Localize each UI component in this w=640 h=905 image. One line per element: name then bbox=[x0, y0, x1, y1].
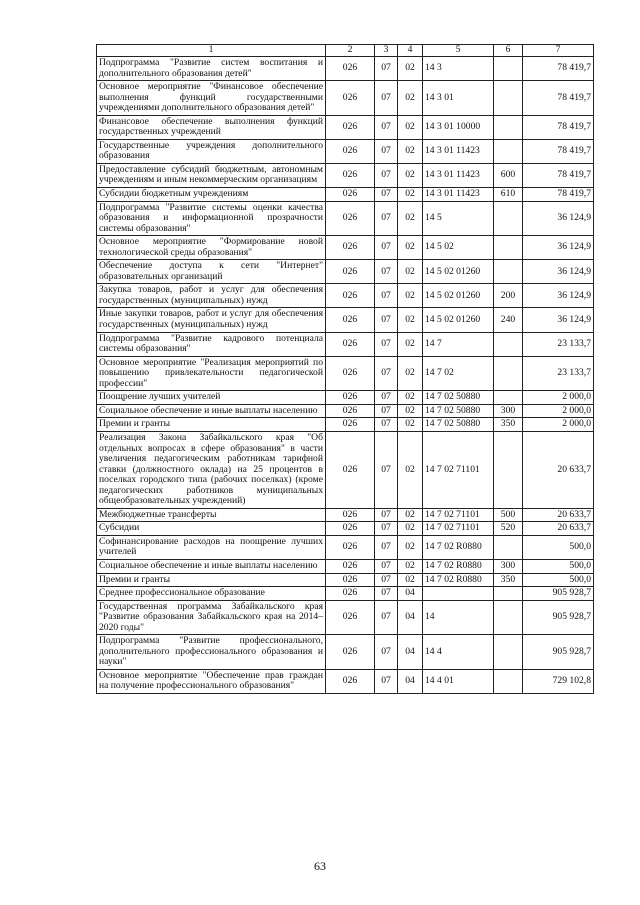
table-row bbox=[97, 587, 594, 601]
row-expense-type-cell bbox=[494, 81, 523, 116]
header-cell: 2 bbox=[326, 45, 375, 57]
row-expense-type-cell bbox=[494, 391, 523, 405]
row-name-cell: Социальное обеспечение и иные выплаты населению bbox=[97, 404, 326, 418]
row-expense-type-cell: 500 bbox=[494, 508, 523, 522]
row-section-cell: 07 bbox=[375, 431, 398, 508]
row-target-article-cell: 14 7 02 bbox=[423, 356, 494, 391]
row-subsection-cell: 02 bbox=[398, 57, 423, 81]
row-name-cell: Софинансирование расходов на поощрение лучших учителей bbox=[97, 535, 326, 559]
page-number: 63 bbox=[314, 859, 326, 873]
row-grbs-cell: 026 bbox=[326, 139, 375, 163]
row-name-cell: Реализация Закона Забайкальского края "Об отдельных вопросах в сфере образования" в части увеличения педагогическим работникам тарифной ставки (должностного оклада) на 25 процентов в поселках городского типа (рабочих поселках) (кроме педагогических работников муниципальных общеобразовательных учреждений) bbox=[97, 431, 326, 508]
row-target-article-cell: 14 3 01 11423 bbox=[423, 163, 494, 187]
row-grbs-cell: 026 bbox=[326, 284, 375, 308]
row-section-cell: 07 bbox=[375, 308, 398, 332]
table-row bbox=[97, 573, 594, 587]
row-name-cell: Социальное обеспечение и иные выплаты населению bbox=[97, 559, 326, 573]
table-row bbox=[97, 522, 594, 536]
row-subsection-cell: 04 bbox=[398, 669, 423, 693]
row-section-cell: 07 bbox=[375, 418, 398, 432]
row-amount-cell: 2 000,0 bbox=[523, 404, 594, 418]
row-expense-type-cell bbox=[494, 139, 523, 163]
row-name-cell: Субсидии бюджетным учреждениям bbox=[97, 188, 326, 202]
row-section-cell: 07 bbox=[375, 587, 398, 601]
row-expense-type-cell: 200 bbox=[494, 284, 523, 308]
row-section-cell: 07 bbox=[375, 573, 398, 587]
row-name-cell: Финансовое обеспечение выполнения функций государственных учреждений bbox=[97, 115, 326, 139]
row-grbs-cell: 026 bbox=[326, 356, 375, 391]
row-grbs-cell: 026 bbox=[326, 559, 375, 573]
row-section-cell: 07 bbox=[375, 57, 398, 81]
row-amount-cell: 905 928,7 bbox=[523, 587, 594, 601]
row-name-cell: Премии и гранты bbox=[97, 573, 326, 587]
table-header-row bbox=[97, 45, 594, 57]
row-name-cell: Подпрограмма "Развитие профессионального, дополнительного профессионального образования и науки" bbox=[97, 635, 326, 670]
row-name-cell: Предоставление субсидий бюджетным, автономным учреждениям и иным некоммерческим организациям bbox=[97, 163, 326, 187]
table-row bbox=[97, 163, 594, 187]
row-subsection-cell: 02 bbox=[398, 308, 423, 332]
row-subsection-cell: 02 bbox=[398, 356, 423, 391]
row-expense-type-cell bbox=[494, 669, 523, 693]
row-target-article-cell: 14 4 01 bbox=[423, 669, 494, 693]
table-row bbox=[97, 236, 594, 260]
row-amount-cell: 36 124,9 bbox=[523, 236, 594, 260]
row-target-article-cell: 14 4 bbox=[423, 635, 494, 670]
row-grbs-cell: 026 bbox=[326, 308, 375, 332]
row-amount-cell: 36 124,9 bbox=[523, 260, 594, 284]
table-row bbox=[97, 600, 594, 635]
table-row bbox=[97, 260, 594, 284]
row-subsection-cell: 02 bbox=[398, 535, 423, 559]
header-cell: 7 bbox=[523, 45, 594, 57]
row-target-article-cell: 14 7 02 50880 bbox=[423, 391, 494, 405]
row-grbs-cell: 026 bbox=[326, 635, 375, 670]
row-section-cell: 07 bbox=[375, 284, 398, 308]
row-name-cell: Подпрограмма "Развитие систем воспитания и дополнительного образования детей" bbox=[97, 57, 326, 81]
header-cell: 1 bbox=[97, 45, 326, 57]
row-amount-cell: 23 133,7 bbox=[523, 332, 594, 356]
row-section-cell: 07 bbox=[375, 391, 398, 405]
row-amount-cell: 36 124,9 bbox=[523, 201, 594, 236]
row-name-cell: Среднее профессиональное образование bbox=[97, 587, 326, 601]
row-grbs-cell: 026 bbox=[326, 57, 375, 81]
row-amount-cell: 78 419,7 bbox=[523, 81, 594, 116]
table-row bbox=[97, 418, 594, 432]
row-target-article-cell: 14 5 02 bbox=[423, 236, 494, 260]
row-expense-type-cell: 520 bbox=[494, 522, 523, 536]
row-section-cell: 07 bbox=[375, 139, 398, 163]
row-amount-cell: 20 633,7 bbox=[523, 522, 594, 536]
row-grbs-cell: 026 bbox=[326, 391, 375, 405]
row-subsection-cell: 02 bbox=[398, 115, 423, 139]
row-subsection-cell: 02 bbox=[398, 284, 423, 308]
row-name-cell: Межбюджетные трансферты bbox=[97, 508, 326, 522]
row-grbs-cell: 026 bbox=[326, 418, 375, 432]
table-row bbox=[97, 635, 594, 670]
row-grbs-cell: 026 bbox=[326, 587, 375, 601]
row-subsection-cell: 02 bbox=[398, 559, 423, 573]
row-grbs-cell: 026 bbox=[326, 535, 375, 559]
row-expense-type-cell: 300 bbox=[494, 404, 523, 418]
row-target-article-cell: 14 7 02 71101 bbox=[423, 508, 494, 522]
row-subsection-cell: 02 bbox=[398, 522, 423, 536]
row-amount-cell: 78 419,7 bbox=[523, 57, 594, 81]
row-target-article-cell: 14 7 02 71101 bbox=[423, 522, 494, 536]
row-grbs-cell: 026 bbox=[326, 522, 375, 536]
row-expense-type-cell bbox=[494, 356, 523, 391]
row-amount-cell: 23 133,7 bbox=[523, 356, 594, 391]
table-row bbox=[97, 535, 594, 559]
row-subsection-cell: 02 bbox=[398, 332, 423, 356]
row-target-article-cell: 14 3 01 10000 bbox=[423, 115, 494, 139]
row-target-article-cell: 14 5 02 01260 bbox=[423, 308, 494, 332]
row-amount-cell: 36 124,9 bbox=[523, 284, 594, 308]
row-target-article-cell bbox=[423, 587, 494, 601]
row-amount-cell: 78 419,7 bbox=[523, 139, 594, 163]
row-target-article-cell: 14 3 01 11423 bbox=[423, 139, 494, 163]
row-section-cell: 07 bbox=[375, 188, 398, 202]
row-amount-cell: 729 102,8 bbox=[523, 669, 594, 693]
row-subsection-cell: 04 bbox=[398, 587, 423, 601]
row-expense-type-cell bbox=[494, 57, 523, 81]
row-expense-type-cell bbox=[494, 332, 523, 356]
row-grbs-cell: 026 bbox=[326, 332, 375, 356]
row-name-cell: Основное мероприятие "Финансовое обеспечение выполнения функций государственными учреждениями дополнительного образования детей" bbox=[97, 81, 326, 116]
table-row bbox=[97, 508, 594, 522]
row-target-article-cell: 14 5 02 01260 bbox=[423, 284, 494, 308]
row-name-cell: Субсидии bbox=[97, 522, 326, 536]
row-section-cell: 07 bbox=[375, 635, 398, 670]
row-subsection-cell: 02 bbox=[398, 418, 423, 432]
row-grbs-cell: 026 bbox=[326, 573, 375, 587]
row-name-cell: Подпрограмма "Развитие системы оценки качества образования и информационной прозрачности системы образования" bbox=[97, 201, 326, 236]
row-subsection-cell: 02 bbox=[398, 573, 423, 587]
header-cell: 6 bbox=[494, 45, 523, 57]
row-name-cell: Обеспечение доступа к сети "Интернет" образовательных организаций bbox=[97, 260, 326, 284]
table-row bbox=[97, 391, 594, 405]
row-grbs-cell: 026 bbox=[326, 431, 375, 508]
row-section-cell: 07 bbox=[375, 163, 398, 187]
row-grbs-cell: 026 bbox=[326, 260, 375, 284]
row-name-cell: Подпрограмма "Развитие кадрового потенциала системы образования" bbox=[97, 332, 326, 356]
row-name-cell: Иные закупки товаров, работ и услуг для обеспечения государственных (муниципальных) нужд bbox=[97, 308, 326, 332]
row-section-cell: 07 bbox=[375, 404, 398, 418]
table-row bbox=[97, 669, 594, 693]
row-subsection-cell: 02 bbox=[398, 391, 423, 405]
row-subsection-cell: 04 bbox=[398, 635, 423, 670]
table-row bbox=[97, 81, 594, 116]
row-subsection-cell: 02 bbox=[398, 236, 423, 260]
row-expense-type-cell: 300 bbox=[494, 559, 523, 573]
row-section-cell: 07 bbox=[375, 201, 398, 236]
row-subsection-cell: 02 bbox=[398, 260, 423, 284]
table-row bbox=[97, 57, 594, 81]
row-amount-cell: 78 419,7 bbox=[523, 115, 594, 139]
row-name-cell: Основное мероприятие "Обеспечение прав граждан на получение профессионального образования" bbox=[97, 669, 326, 693]
row-name-cell: Закупка товаров, работ и услуг для обеспечения государственных (муниципальных) нужд bbox=[97, 284, 326, 308]
table-row bbox=[97, 431, 594, 508]
row-amount-cell: 905 928,7 bbox=[523, 600, 594, 635]
row-expense-type-cell bbox=[494, 431, 523, 508]
row-amount-cell: 36 124,9 bbox=[523, 308, 594, 332]
row-target-article-cell: 14 5 bbox=[423, 201, 494, 236]
row-grbs-cell: 026 bbox=[326, 508, 375, 522]
row-expense-type-cell bbox=[494, 260, 523, 284]
row-amount-cell: 2 000,0 bbox=[523, 391, 594, 405]
table-row bbox=[97, 559, 594, 573]
row-target-article-cell: 14 7 02 R0880 bbox=[423, 535, 494, 559]
table-row bbox=[97, 404, 594, 418]
row-expense-type-cell bbox=[494, 535, 523, 559]
row-section-cell: 07 bbox=[375, 260, 398, 284]
row-grbs-cell: 026 bbox=[326, 81, 375, 116]
row-expense-type-cell bbox=[494, 635, 523, 670]
row-target-article-cell: 14 7 02 R0880 bbox=[423, 559, 494, 573]
row-name-cell: Поощрение лучших учителей bbox=[97, 391, 326, 405]
row-expense-type-cell: 600 bbox=[494, 163, 523, 187]
header-cell: 4 bbox=[398, 45, 423, 57]
table-row bbox=[97, 332, 594, 356]
row-name-cell: Государственные учреждения дополнительного образования bbox=[97, 139, 326, 163]
row-section-cell: 07 bbox=[375, 508, 398, 522]
row-subsection-cell: 02 bbox=[398, 404, 423, 418]
row-target-article-cell: 14 3 01 bbox=[423, 81, 494, 116]
header-cell: 5 bbox=[423, 45, 494, 57]
row-expense-type-cell: 350 bbox=[494, 418, 523, 432]
row-subsection-cell: 04 bbox=[398, 600, 423, 635]
row-expense-type-cell: 610 bbox=[494, 188, 523, 202]
row-section-cell: 07 bbox=[375, 332, 398, 356]
row-expense-type-cell bbox=[494, 201, 523, 236]
row-amount-cell: 20 633,7 bbox=[523, 431, 594, 508]
row-expense-type-cell bbox=[494, 115, 523, 139]
row-name-cell: Государственная программа Забайкальского края "Развитие образования Забайкальского края на 2014–2020 годы" bbox=[97, 600, 326, 635]
row-expense-type-cell bbox=[494, 236, 523, 260]
row-amount-cell: 78 419,7 bbox=[523, 188, 594, 202]
row-target-article-cell: 14 3 bbox=[423, 57, 494, 81]
table-row bbox=[97, 115, 594, 139]
row-section-cell: 07 bbox=[375, 522, 398, 536]
row-amount-cell: 500,0 bbox=[523, 535, 594, 559]
row-grbs-cell: 026 bbox=[326, 600, 375, 635]
row-section-cell: 07 bbox=[375, 115, 398, 139]
row-grbs-cell: 026 bbox=[326, 115, 375, 139]
row-target-article-cell: 14 bbox=[423, 600, 494, 635]
row-section-cell: 07 bbox=[375, 600, 398, 635]
row-grbs-cell: 026 bbox=[326, 163, 375, 187]
row-target-article-cell: 14 7 02 71101 bbox=[423, 431, 494, 508]
row-grbs-cell: 026 bbox=[326, 669, 375, 693]
row-subsection-cell: 02 bbox=[398, 163, 423, 187]
row-grbs-cell: 026 bbox=[326, 236, 375, 260]
row-expense-type-cell: 240 bbox=[494, 308, 523, 332]
row-expense-type-cell: 350 bbox=[494, 573, 523, 587]
row-name-cell: Основное мероприятие "Реализация мероприятий по повышению привлекательности педагогической профессии" bbox=[97, 356, 326, 391]
row-amount-cell: 500,0 bbox=[523, 559, 594, 573]
row-name-cell: Премии и гранты bbox=[97, 418, 326, 432]
row-expense-type-cell bbox=[494, 587, 523, 601]
row-section-cell: 07 bbox=[375, 535, 398, 559]
row-expense-type-cell bbox=[494, 600, 523, 635]
row-subsection-cell: 02 bbox=[398, 201, 423, 236]
row-amount-cell: 905 928,7 bbox=[523, 635, 594, 670]
row-amount-cell: 78 419,7 bbox=[523, 163, 594, 187]
table-row bbox=[97, 201, 594, 236]
table-row bbox=[97, 308, 594, 332]
row-grbs-cell: 026 bbox=[326, 404, 375, 418]
table-row bbox=[97, 356, 594, 391]
row-subsection-cell: 02 bbox=[398, 508, 423, 522]
row-section-cell: 07 bbox=[375, 669, 398, 693]
row-subsection-cell: 02 bbox=[398, 188, 423, 202]
row-target-article-cell: 14 5 02 01260 bbox=[423, 260, 494, 284]
row-target-article-cell: 14 7 02 50880 bbox=[423, 418, 494, 432]
row-section-cell: 07 bbox=[375, 81, 398, 116]
row-target-article-cell: 14 7 bbox=[423, 332, 494, 356]
table-row bbox=[97, 139, 594, 163]
header-cell: 3 bbox=[375, 45, 398, 57]
row-section-cell: 07 bbox=[375, 356, 398, 391]
row-subsection-cell: 02 bbox=[398, 81, 423, 116]
row-section-cell: 07 bbox=[375, 236, 398, 260]
row-target-article-cell: 14 3 01 11423 bbox=[423, 188, 494, 202]
row-target-article-cell: 14 7 02 R0880 bbox=[423, 573, 494, 587]
row-target-article-cell: 14 7 02 50880 bbox=[423, 404, 494, 418]
row-amount-cell: 20 633,7 bbox=[523, 508, 594, 522]
row-name-cell: Основное мероприятие "Формирование новой технологической среды образования" bbox=[97, 236, 326, 260]
table-row bbox=[97, 188, 594, 202]
row-subsection-cell: 02 bbox=[398, 431, 423, 508]
row-section-cell: 07 bbox=[375, 559, 398, 573]
row-grbs-cell: 026 bbox=[326, 201, 375, 236]
budget-table bbox=[96, 44, 594, 694]
row-amount-cell: 500,0 bbox=[523, 573, 594, 587]
row-subsection-cell: 02 bbox=[398, 139, 423, 163]
table-row bbox=[97, 284, 594, 308]
row-amount-cell: 2 000,0 bbox=[523, 418, 594, 432]
row-grbs-cell: 026 bbox=[326, 188, 375, 202]
